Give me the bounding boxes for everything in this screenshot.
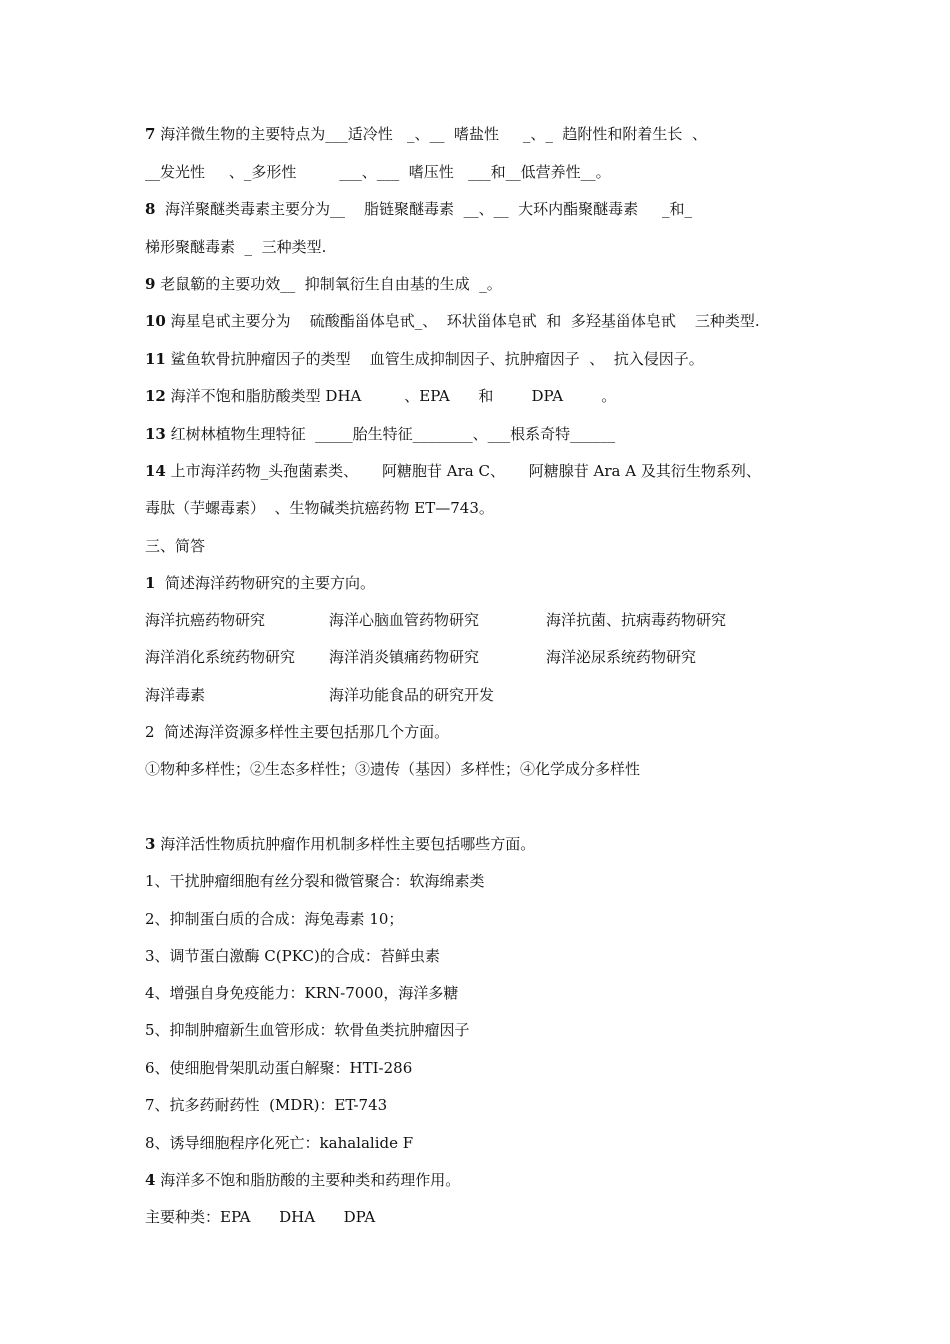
mechanism-item: 8、诱导细胞程序化死亡：kahalalide F <box>145 1134 414 1152</box>
mechanism-item: 5、抑制肿瘤新生血管形成：软骨鱼类抗肿瘤因子 <box>145 1021 470 1039</box>
direction-cell: 海洋抗菌、抗病毒药物研究 <box>546 611 727 629</box>
question-7-line-1: 7 海洋微生物的主要特点为___适冷性 _、__ 嗜盐性 _、_ 趋附性和附着生长 、 <box>145 125 707 143</box>
direction-cell: 海洋心脑血管药物研究 <box>329 611 480 629</box>
question-11: 11 鲨鱼软骨抗肿瘤因子的类型 血管生成抑制因子、抗肿瘤因子 、 抗入侵因子。 <box>145 350 704 368</box>
mechanism-item: 3、调节蛋白激酶 C(PKC)的合成：苔鲜虫素 <box>145 947 440 965</box>
question-12: 12 海洋不饱和脂肪酸类型 DHA 、EPA 和 DPA 。 <box>145 387 617 405</box>
mechanism-item: 7、抗多药耐药性 (MDR)：ET-743 <box>145 1096 388 1114</box>
short-answer-2-answer: ①物种多样性；②生态多样性；③遗传（基因）多样性；④化学成分多样性 <box>145 760 641 778</box>
direction-cell: 海洋抗癌药物研究 <box>145 611 266 629</box>
mechanism-item: 6、使细胞骨架肌动蛋白解聚：HTI-286 <box>145 1059 413 1077</box>
mechanism-item: 4、增强自身免疫能力：KRN-7000，海洋多糖 <box>145 984 459 1002</box>
short-answer-4-answer: 主要种类：EPA DHA DPA <box>145 1208 376 1226</box>
short-answer-2-question: 2 简述海洋资源多样性主要包括那几个方面。 <box>145 723 450 741</box>
direction-cell: 海洋毒素 <box>145 686 206 704</box>
direction-cell: 海洋泌尿系统药物研究 <box>546 648 697 666</box>
short-answer-4-question: 4 海洋多不饱和脂肪酸的主要种类和药理作用。 <box>145 1171 461 1189</box>
mechanism-item: 1、干扰肿瘤细胞有丝分裂和微管聚合：软海绵素类 <box>145 872 485 890</box>
question-8-line-1: 8 海洋聚醚类毒素主要分为__ 脂链聚醚毒素 __、__ 大环内酯聚醚毒素 _和_ <box>145 200 692 218</box>
question-14-line-2: 毒肽（芋螺毒素） 、生物碱类抗癌药物 ET—743。 <box>145 499 494 517</box>
question-13: 13 红树林植物生理特征 _____胎生特征________、___根系奇特______ <box>145 425 616 443</box>
question-10: 10 海星皂甙主要分为 硫酸酯甾体皂甙_、 环状甾体皂甙 和 多羟基甾体皂甙 三种类型. <box>145 312 760 330</box>
short-answer-1-question: 1 简述海洋药物研究的主要方向。 <box>145 574 375 592</box>
question-7-line-2: __发光性 、_多形性 ___、___ 嗜压性 ___和__低营养性__。 <box>145 163 611 181</box>
mechanism-item: 2、抑制蛋白质的合成：海兔毒素 10； <box>145 910 404 928</box>
question-14-line-1: 14 上市海洋药物_头孢菌素类、 阿糖胞苷 Ara C、 阿糖腺苷 Ara A 及其衍生物系列、 <box>145 462 761 480</box>
section-title-short-answer: 三、简答 <box>145 537 206 555</box>
question-8-line-2: 梯形聚醚毒素 _ 三种类型. <box>145 238 327 256</box>
short-answer-3-question: 3 海洋活性物质抗肿瘤作用机制多样性主要包括哪些方面。 <box>145 835 536 853</box>
direction-cell: 海洋消炎镇痛药物研究 <box>329 648 480 666</box>
direction-cell: 海洋消化系统药物研究 <box>145 648 296 666</box>
question-9: 9 老鼠簕的主要功效__ 抑制氧衍生自由基的生成 _。 <box>145 275 502 293</box>
direction-cell: 海洋功能食品的研究开发 <box>329 686 495 704</box>
